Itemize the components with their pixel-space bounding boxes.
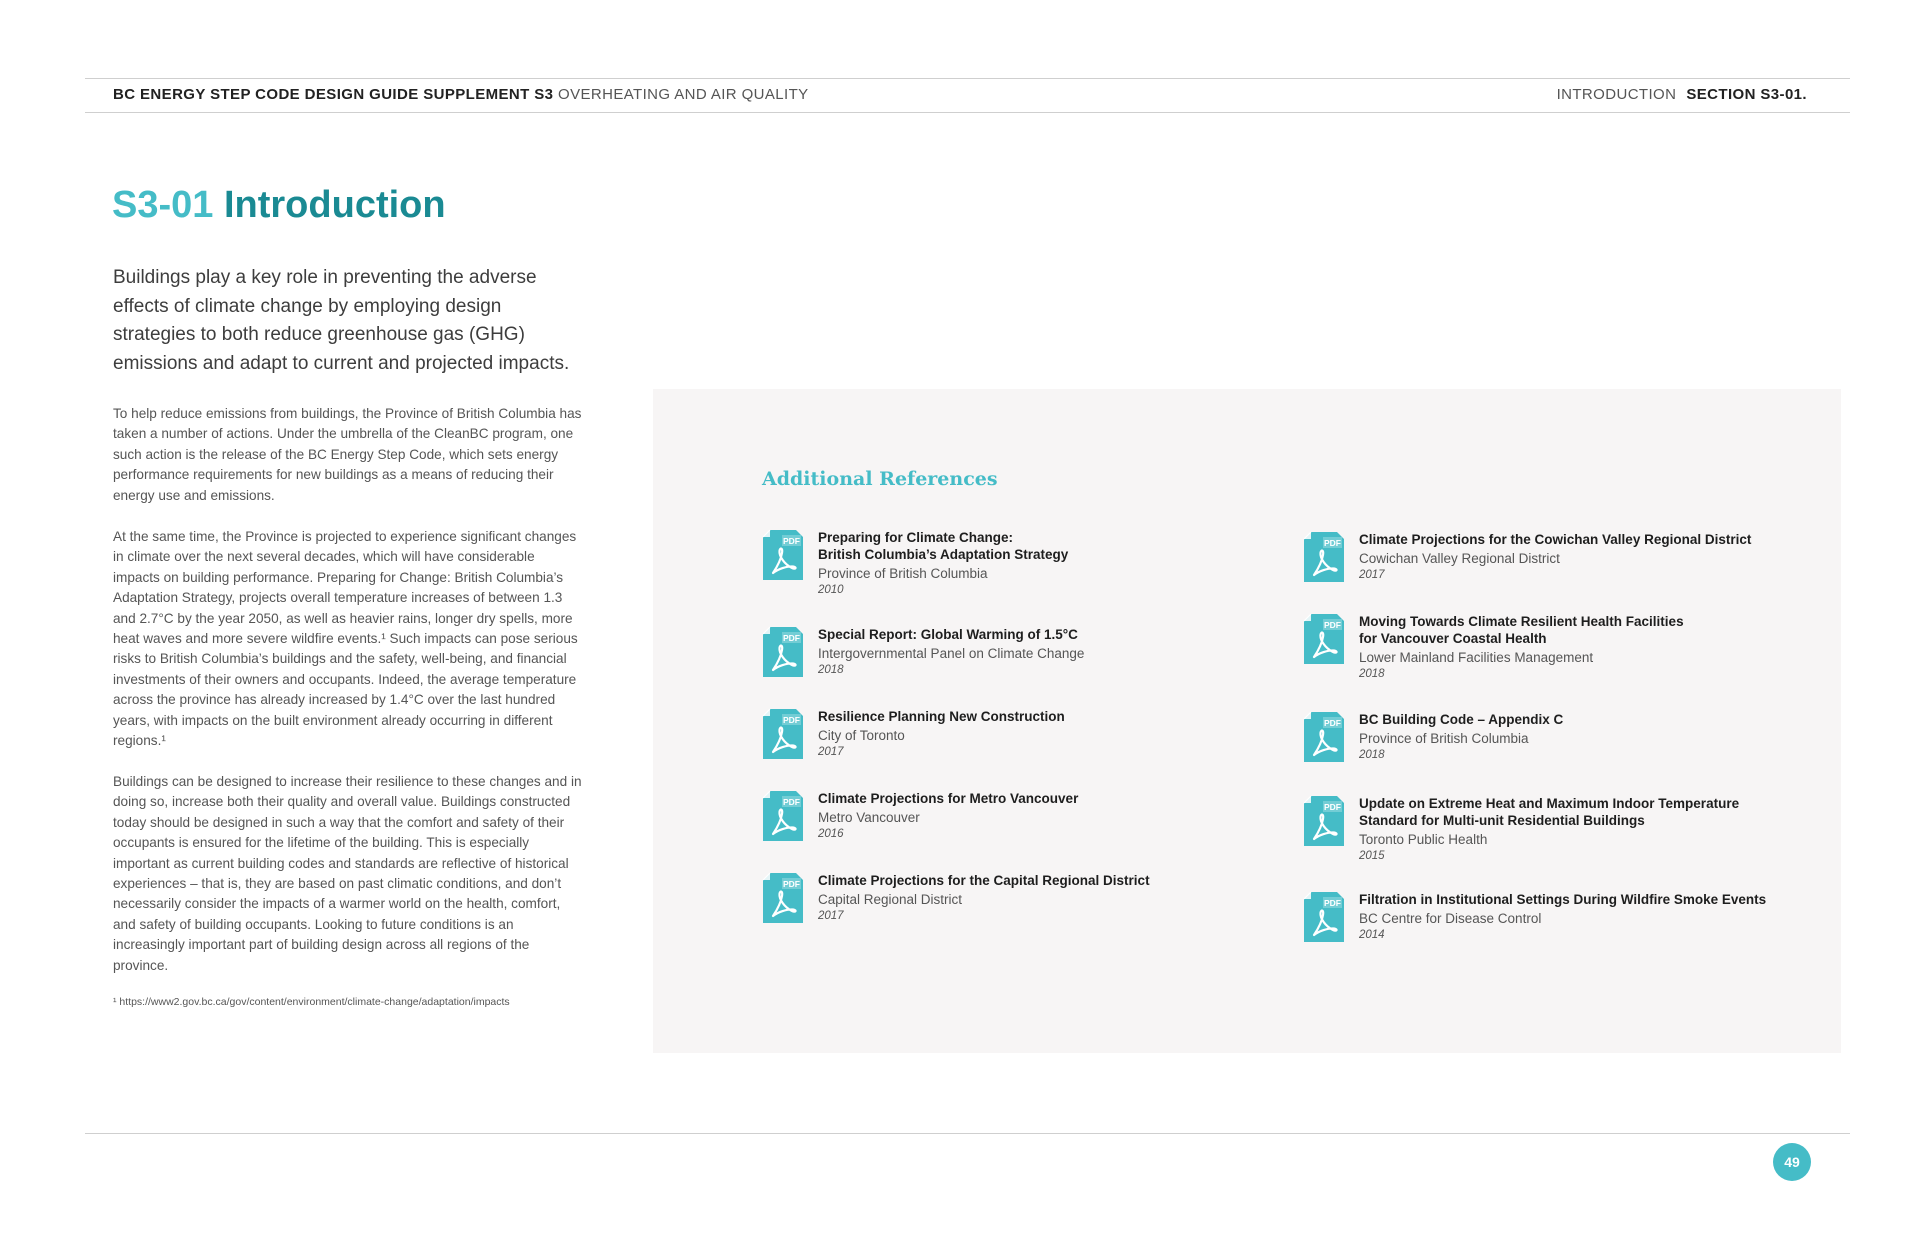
reference-text [818, 790, 1258, 842]
reference-title-line: for Vancouver Coastal Health [1359, 631, 1547, 646]
pdf-file-icon[interactable] [1303, 613, 1345, 670]
reference-organization: Capital Regional District [818, 892, 963, 907]
reference-organization: City of Toronto [818, 728, 905, 743]
pdf-file-icon[interactable] [762, 872, 804, 929]
section-code: SECTION S3-01. [1686, 86, 1807, 103]
reference-title[interactable] [818, 529, 1258, 563]
reference-text [1359, 531, 1799, 583]
footer-rule [85, 1133, 1850, 1134]
header-bottom-rule [85, 112, 1850, 113]
reference-year: 2015 [1359, 850, 1385, 862]
page-number-badge: 49 [1773, 1143, 1811, 1181]
reference-year: 2014 [1359, 929, 1385, 941]
reference-organization: Intergovernmental Panel on Climate Change [818, 646, 1085, 661]
page-title-word: Introduction [223, 184, 446, 226]
footnote: ¹ https://www2.gov.bc.ca/gov/content/environment/climate-change/adaptation/impacts [113, 996, 510, 1008]
svg-text:PDF: PDF [783, 715, 800, 725]
reference-text [1359, 613, 1799, 682]
reference-title-line: Update on Extreme Heat and Maximum Indoor Temperature [1359, 796, 1740, 811]
svg-text:PDF: PDF [1324, 898, 1341, 908]
pdf-file-icon[interactable] [762, 708, 804, 765]
reference-organization: Province of British Columbia [818, 566, 988, 581]
svg-text:PDF: PDF [783, 797, 800, 807]
guide-subtitle: OVERHEATING AND AIR QUALITY [558, 86, 809, 103]
section-name: INTRODUCTION [1556, 86, 1677, 103]
reference-title-line: Climate Projections for the Cowichan Valley Regional District [1359, 532, 1752, 547]
reference-year: 2018 [1359, 668, 1385, 680]
body-paragraph: To help reduce emissions from buildings, the Province of British Columbia has taken a number of actions. Under the umbrella of the CleanBC program, one such action is the release of the BC Energy Step Code, which sets energy performance requirements for new buildings as a means of reducing their energy use and emissions. [113, 406, 582, 503]
reference-text [818, 626, 1258, 678]
svg-text:PDF: PDF [1324, 802, 1341, 812]
reference-title-line: Standard for Multi-unit Residential Buildings [1359, 813, 1645, 828]
reference-year: 2016 [818, 828, 844, 840]
svg-text:PDF: PDF [1324, 538, 1341, 548]
reference-organization: BC Centre for Disease Control [1359, 911, 1542, 926]
running-header-left [113, 86, 809, 103]
reference-text [1359, 711, 1799, 763]
pdf-file-icon[interactable] [1303, 795, 1345, 852]
reference-title[interactable] [1359, 891, 1799, 908]
reference-title[interactable] [1359, 613, 1799, 647]
reference-title[interactable] [1359, 795, 1799, 829]
guide-title: BC ENERGY STEP CODE DESIGN GUIDE SUPPLEMENT S3 [113, 86, 554, 103]
pdf-file-icon[interactable] [762, 790, 804, 847]
reference-title[interactable] [818, 626, 1258, 643]
running-header-right [1557, 86, 1807, 103]
pdf-file-icon[interactable] [1303, 711, 1345, 768]
reference-organization: Cowichan Valley Regional District [1359, 551, 1560, 566]
reference-text [1359, 795, 1799, 864]
reference-text [818, 872, 1258, 924]
reference-year: 2018 [818, 664, 844, 676]
reference-organization: Toronto Public Health [1359, 832, 1488, 847]
reference-title-line: Filtration in Institutional Settings During Wildfire Smoke Events [1359, 892, 1767, 907]
reference-title[interactable] [1359, 531, 1799, 548]
reference-text [1359, 891, 1799, 943]
reference-year: 2017 [1359, 569, 1385, 581]
svg-text:PDF: PDF [783, 879, 800, 889]
reference-year: 2010 [818, 584, 844, 596]
reference-text [818, 529, 1258, 598]
reference-organization: Metro Vancouver [818, 810, 920, 825]
pdf-file-icon[interactable] [762, 626, 804, 683]
reference-organization: Lower Mainland Facilities Management [1359, 650, 1594, 665]
svg-text:PDF: PDF [1324, 620, 1341, 630]
header-top-rule [85, 78, 1850, 79]
reference-year: 2017 [818, 910, 844, 922]
reference-title-line: British Columbia’s Adaptation Strategy [818, 547, 1069, 562]
reference-title-line: Preparing for Climate Change: [818, 530, 1014, 545]
pdf-file-icon[interactable] [762, 529, 804, 586]
reference-text [818, 708, 1258, 760]
reference-title-line: Resilience Planning New Construction [818, 709, 1065, 724]
reference-organization: Province of British Columbia [1359, 731, 1529, 746]
reference-title-line: Climate Projections for Metro Vancouver [818, 791, 1079, 806]
body-paragraph: Buildings can be designed to increase their resilience to these changes and in doing so, increase both their quality and overall value. Buildings constructed today should be designed in such a way that the comfort and safety of their occupants is ensured for the lifetime of the building. This is especially important as current building codes and standards are reflective of historical experiences – that is, they are based on past climatic conditions, and don’t necessarily consider the impacts of a warmer world on the health, comfort, and safety of building occupants. Looking to future conditions is an increasingly important part of building design across all regions of the province. [113, 774, 582, 973]
page-title [112, 184, 446, 227]
page-title-code: S3-01 [112, 184, 214, 226]
reference-title[interactable] [1359, 711, 1799, 728]
reference-year: 2017 [818, 746, 844, 758]
svg-text:PDF: PDF [783, 633, 800, 643]
pdf-file-icon[interactable] [1303, 891, 1345, 948]
additional-references-heading: Additional References [762, 468, 998, 490]
reference-title[interactable] [818, 708, 1258, 725]
reference-title-line: BC Building Code – Appendix C [1359, 712, 1564, 727]
reference-title-line: Special Report: Global Warming of 1.5°C [818, 627, 1078, 642]
svg-text:PDF: PDF [783, 536, 800, 546]
pdf-file-icon[interactable] [1303, 531, 1345, 588]
reference-year: 2018 [1359, 749, 1385, 761]
svg-text:PDF: PDF [1324, 718, 1341, 728]
body-paragraph: At the same time, the Province is projected to experience significant changes in climate over the next several decades, which will have considerable impacts on building performance. Preparing for Change: British Columbia’s Adaptation Strategy, projects overall temperature increases of between 1.3 and 2.7°C by the year 2050, as well as heavier rains, longer dry spells, more heat waves and more severe wildfire events.¹ Such impacts can pose serious risks to British Columbia’s buildings and the safety, well-being, and financial investments of their owners and occupants. Indeed, the average temperature across the province has already increased by 1.4°C over the last hundred years, with impacts on the built environment already occurring in different regions.¹ [113, 529, 578, 749]
reference-title-line: Climate Projections for the Capital Regional District [818, 873, 1150, 888]
reference-title[interactable] [818, 790, 1258, 807]
reference-title-line: Moving Towards Climate Resilient Health Facilities [1359, 614, 1684, 629]
reference-title[interactable] [818, 872, 1258, 889]
lead-paragraph: Buildings play a key role in preventing the adverse effects of climate change by employing design strategies to both reduce greenhouse gas (GHG) emissions and adapt to current and projected impacts. [113, 267, 570, 374]
